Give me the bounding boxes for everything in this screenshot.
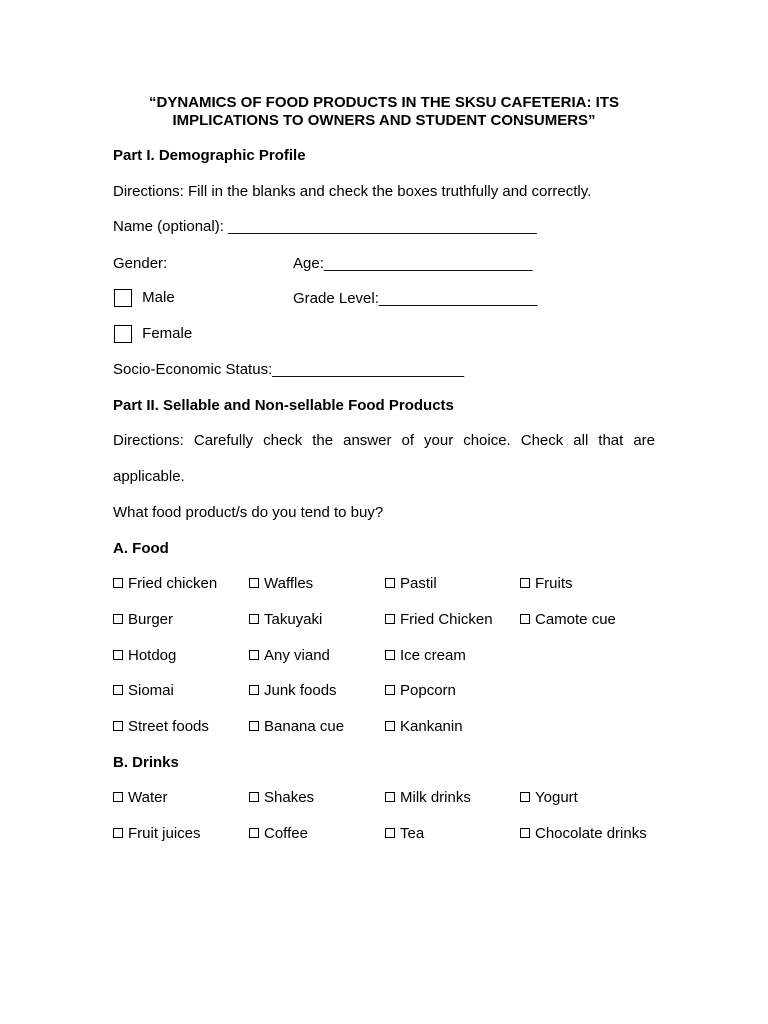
female-checkbox[interactable] xyxy=(114,325,132,343)
checkbox[interactable] xyxy=(385,721,395,731)
food-option[interactable] xyxy=(113,718,209,736)
food-option[interactable] xyxy=(385,682,456,700)
food-option-label: Popcorn xyxy=(400,682,456,700)
part2-directions-line-1: Directions: Carefully check the answer of your choice. Check all that are xyxy=(113,432,655,449)
drinks-option[interactable] xyxy=(520,825,647,843)
gender-label: Gender: xyxy=(113,255,168,272)
food-heading: A. Food xyxy=(113,540,169,557)
age-field[interactable]: Age:_________________________ xyxy=(293,255,533,272)
part2-heading: Part II. Sellable and Non-sellable Food Products xyxy=(113,397,454,414)
food-option-label: Fruits xyxy=(535,575,573,592)
name-field[interactable]: Name (optional): _____________________________________ xyxy=(113,218,537,235)
drinks-option[interactable] xyxy=(113,789,167,807)
food-option-label: Waffles xyxy=(264,575,314,592)
food-option[interactable] xyxy=(113,682,174,700)
food-option[interactable] xyxy=(113,647,176,665)
checkbox[interactable] xyxy=(520,614,530,624)
checkbox[interactable] xyxy=(249,721,259,731)
male-checkbox[interactable] xyxy=(114,289,132,307)
checkbox[interactable] xyxy=(520,792,530,802)
drinks-option[interactable] xyxy=(249,789,314,807)
drinks-option-label: Yogurt xyxy=(535,789,578,806)
drinks-heading: B. Drinks xyxy=(113,754,179,771)
food-option-label: Any viand xyxy=(264,646,330,664)
document-title-line-1: “DYNAMICS OF FOOD PRODUCTS IN THE SKSU CAFETERIA: ITS xyxy=(148,94,619,111)
food-option-label: Burger xyxy=(128,610,174,628)
food-option[interactable] xyxy=(520,575,573,593)
checkbox[interactable] xyxy=(249,828,259,838)
part1-heading: Part I. Demographic Profile xyxy=(113,147,306,164)
food-option-label: Banana cue xyxy=(264,718,345,735)
grade-level-field[interactable]: Grade Level:___________________ xyxy=(293,290,538,307)
checkbox[interactable] xyxy=(113,721,123,731)
checkbox[interactable] xyxy=(113,685,123,695)
food-option-label: Siomai xyxy=(128,682,174,700)
food-option-label: Pastil xyxy=(400,575,437,592)
food-option[interactable] xyxy=(113,575,217,593)
checkbox[interactable] xyxy=(113,828,123,838)
food-option[interactable] xyxy=(249,575,313,593)
female-option[interactable] xyxy=(114,325,192,343)
checkbox[interactable] xyxy=(520,828,530,838)
part1-directions: Directions: Fill in the blanks and check the boxes truthfully and correctly. xyxy=(113,183,592,200)
socio-economic-status-field[interactable]: Socio-Economic Status:_______________________ xyxy=(113,361,465,378)
checkbox[interactable] xyxy=(113,792,123,802)
checkbox[interactable] xyxy=(385,685,395,695)
drinks-option-label: Coffee xyxy=(264,825,308,842)
female-label: Female xyxy=(142,325,193,342)
checkbox[interactable] xyxy=(249,650,259,660)
drinks-option[interactable] xyxy=(385,825,424,843)
food-option-label: Hotdog xyxy=(128,646,177,664)
document-title-line-2: IMPLICATIONS TO OWNERS AND STUDENT CONSUMERS” xyxy=(172,112,596,129)
food-option-label: Takuyaki xyxy=(264,610,323,628)
food-option-label: Kankanin xyxy=(400,718,463,735)
drinks-option-label: Tea xyxy=(400,825,425,842)
food-option[interactable] xyxy=(385,611,493,629)
male-label: Male xyxy=(142,289,175,306)
checkbox[interactable] xyxy=(385,614,395,624)
drinks-option-label: Water xyxy=(128,789,168,806)
food-option-label: Ice cream xyxy=(400,646,466,664)
checkbox[interactable] xyxy=(385,578,395,588)
checkbox[interactable] xyxy=(113,614,123,624)
drinks-option[interactable] xyxy=(385,789,471,807)
drinks-option-label: Milk drinks xyxy=(400,789,471,806)
food-option[interactable] xyxy=(385,718,463,736)
drinks-option-label: Shakes xyxy=(264,789,315,806)
checkbox[interactable] xyxy=(385,828,395,838)
food-option-label: Fried Chicken xyxy=(400,610,493,628)
checkbox[interactable] xyxy=(385,650,395,660)
part2-directions-line-2: applicable. xyxy=(113,468,185,485)
food-question: What food product/s do you tend to buy? xyxy=(113,504,384,521)
male-option[interactable] xyxy=(114,289,175,307)
food-option[interactable] xyxy=(249,647,330,665)
food-option-label: Camote cue xyxy=(535,610,616,628)
drinks-option[interactable] xyxy=(520,789,578,807)
food-option[interactable] xyxy=(249,682,337,700)
checkbox[interactable] xyxy=(249,685,259,695)
food-option[interactable] xyxy=(249,718,344,736)
checkbox[interactable] xyxy=(113,578,123,588)
checkbox[interactable] xyxy=(249,792,259,802)
food-option[interactable] xyxy=(385,575,437,593)
checkbox[interactable] xyxy=(249,614,259,624)
checkbox[interactable] xyxy=(385,792,395,802)
food-option-label: Junk foods xyxy=(264,682,337,700)
checkbox[interactable] xyxy=(113,650,123,660)
food-option-label: Street foods xyxy=(128,718,209,735)
drinks-option[interactable] xyxy=(113,825,201,843)
food-option[interactable] xyxy=(520,611,616,629)
drinks-option[interactable] xyxy=(249,825,308,843)
checkbox[interactable] xyxy=(520,578,530,588)
food-option[interactable] xyxy=(249,611,322,629)
checkbox[interactable] xyxy=(249,578,259,588)
drinks-option-label: Chocolate drinks xyxy=(535,825,647,842)
food-option[interactable] xyxy=(113,611,173,629)
food-option-label: Fried chicken xyxy=(128,575,218,592)
drinks-option-label: Fruit juices xyxy=(128,825,201,842)
food-option[interactable] xyxy=(385,647,466,665)
